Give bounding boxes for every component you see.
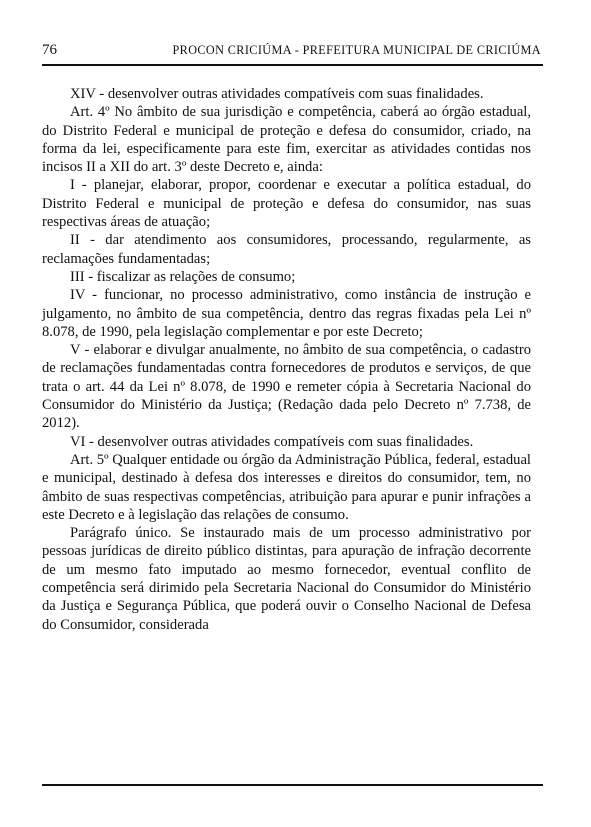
header-rule — [42, 64, 543, 66]
paragraph-art-4: Art. 4º No âmbito de sua jurisdição e competência, caberá ao órgão estadual, do Distrito Federal e municipal de proteção e defesa do consumidor, criado, na forma da lei, especificamente para este fim, exercitar as atividades contidas nos incisos II a XII do art. 3º deste Decreto e, ainda: — [42, 104, 531, 176]
footer-rule — [42, 784, 543, 786]
paragraph-inciso-xiv: XIV - desenvolver outras atividades compatíveis com suas finalidades. — [70, 86, 484, 102]
paragraph-inciso-iv: IV - funcionar, no processo administrativo, como instância de instrução e julgamento, no âmbito de sua competência, dentro das regras fixadas pela Lei nº 8.078, de 1990, pela legislação complementar e por este Decreto; — [42, 287, 531, 340]
paragraph-inciso-v: V - elaborar e divulgar anualmente, no âmbito de sua competência, o cadastro de reclamações fundamentadas contra fornecedores de produtos e serviços, de que trata o art. 44 da Lei nº 8.078, de 1990 e remeter cópia à Secretaria Nacional do Consumidor do Ministério da Justiça; (Redação dada pelo Decreto nº 7.738, de 2012). — [42, 342, 531, 432]
running-title: PROCON CRICIÚMA - PREFEITURA MUNICIPAL DE CRICIÚMA — [172, 43, 541, 57]
paragraph-inciso-iii: III - fiscalizar as relações de consumo; — [70, 268, 296, 285]
paragraph-inciso-vi: VI - desenvolver outras atividades compatíveis com suas finalidades. — [70, 433, 474, 450]
page-header — [42, 42, 541, 64]
document-body — [42, 85, 531, 634]
paragraph-paragrafo-unico: Parágrafo único. Se instaurado mais de um processo administrativo por pessoas jurídicas de direito público distintas, para apuração de infração decorrente de um mesmo fato imputado ao mesmo fornecedor, eventual conflito de competência será dirimido pela Secretaria Nacional do Consumidor do Ministério da Justiça e Segurança Pública, que poderá ouvir o Conselho Nacional de Defesa do Consumidor, considerada — [42, 525, 531, 633]
page-number: 76 — [42, 42, 57, 58]
paragraph-inciso-ii: II - dar atendimento aos consumidores, processando, regularmente, as reclamações fundamentadas; — [42, 232, 531, 267]
paragraph-art-5: Art. 5º Qualquer entidade ou órgão da Administração Pública, federal, estadual e municipal, destinado à defesa dos interesses e direitos do consumidor, tem, no âmbito de suas respectivas competências, atribuição para apurar e punir infrações a este Decreto e à legislação das relações de consumo. — [42, 451, 531, 523]
paragraph-inciso-i: I - planejar, elaborar, propor, coordenar e executar a política estadual, do Distrito Federal e municipal de proteção e defesa do consumidor, nas suas respectivas áreas de atuação; — [42, 177, 531, 231]
